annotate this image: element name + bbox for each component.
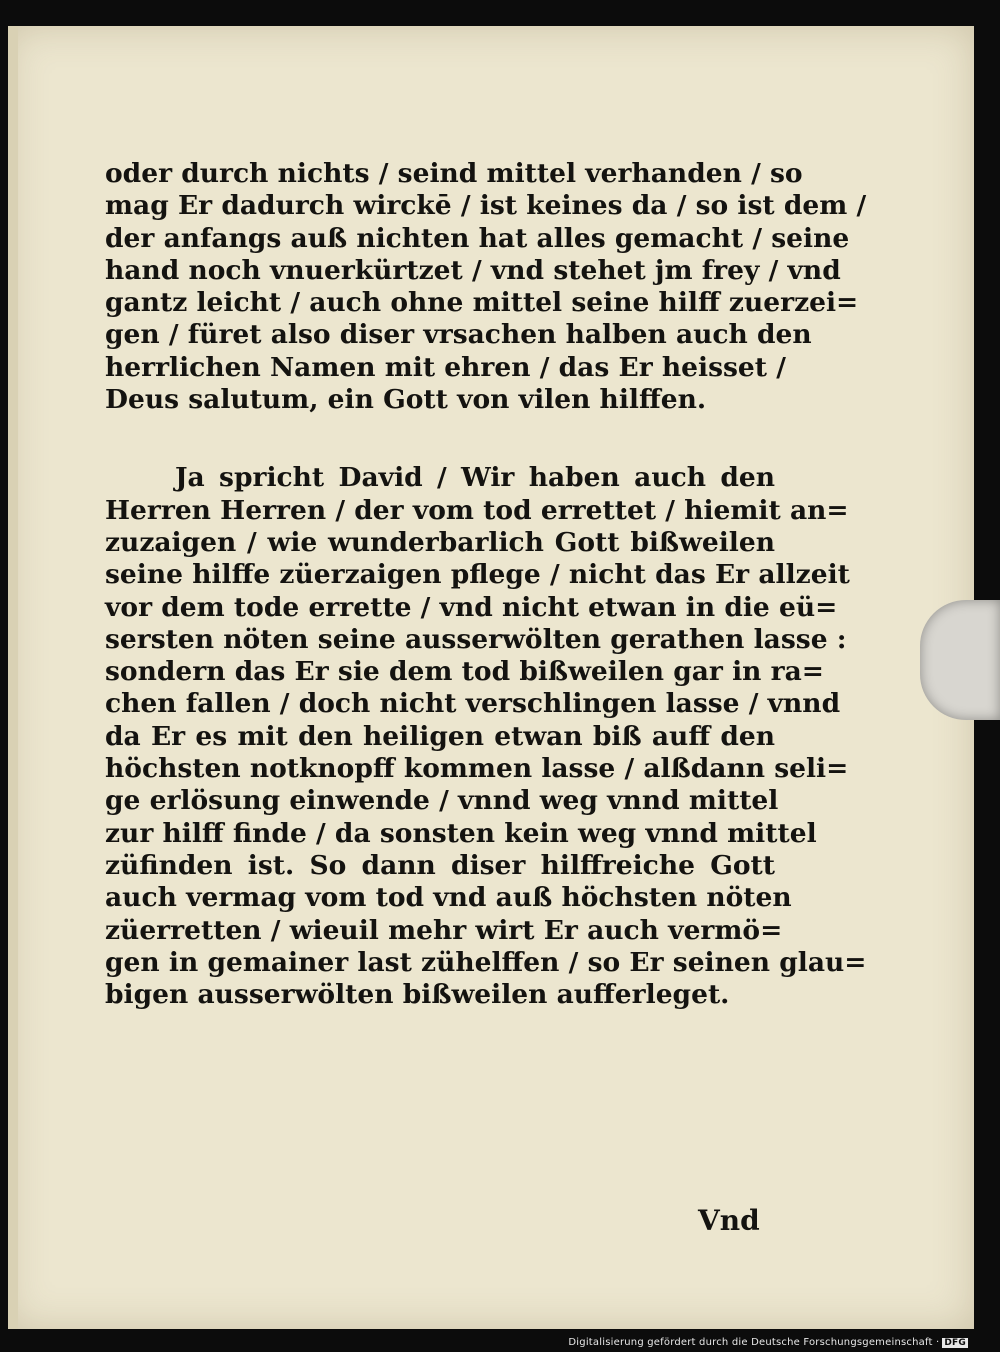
main-text — [105, 158, 867, 1011]
text-line: höchsten notknopff kommen lasse / alßdann seli= — [105, 753, 849, 785]
text-line: bigen ausserwölten bißweilen aufferleget. — [105, 979, 730, 1011]
text-line: da Er es mit den heiligen etwan biß auff den — [105, 720, 775, 752]
text-line: mag Er dadurch wirckē / ist keines da / so ist dem / — [105, 190, 867, 222]
text-line: herrlichen Namen mit ehren / das Er heisset / — [105, 351, 786, 383]
paragraph-2 — [105, 462, 867, 1011]
catchword: Vnd — [698, 1204, 760, 1237]
text-line: Deus salutum, ein Gott von vilen hilffen. — [105, 384, 707, 416]
text-line: zuzaigen / wie wunderbarlich Gott bißweilen — [105, 526, 775, 558]
text-line: sersten nöten seine ausserwölten gerathen lasse : — [105, 623, 847, 655]
text-line: züerretten / wieuil mehr wirt Er auch vermö= — [105, 914, 783, 946]
dfg-logo: DFG — [944, 1338, 966, 1348]
text-line: zur hilff finde / da sonsten kein weg vnnd mittel — [105, 817, 817, 849]
digitization-footer — [568, 1337, 968, 1348]
text-line: chen fallen / doch nicht verschlingen lasse / vnnd — [105, 688, 841, 720]
text-line: gen / füret also diser vrsachen halben auch den — [105, 319, 812, 351]
paragraph-gap — [105, 416, 775, 462]
page-edge — [8, 26, 18, 1329]
paragraph-1 — [105, 158, 867, 416]
book-page — [8, 26, 974, 1329]
text-line: oder durch nichts / seind mittel verhanden / so — [105, 158, 803, 189]
text-line: Ja spricht David / Wir haben auch den — [175, 462, 775, 494]
text-line: seine hilffe züerzaigen pflege / nicht das Er allzeit — [105, 559, 850, 591]
text-line: sondern das Er sie dem tod bißweilen gar in ra= — [105, 656, 825, 688]
text-line: gantz leicht / auch ohne mittel seine hilff zuerzei= — [105, 287, 859, 319]
text-line: vor dem tode errette / vnd nicht etwan in die eü= — [105, 591, 838, 623]
text-line: gen in gemainer last zühelffen / so Er seinen glau= — [105, 946, 867, 978]
text-line: ge erlösung einwende / vnnd weg vnnd mittel — [105, 785, 779, 817]
text-line: züfinden ist. So dann diser hilffreiche Gott — [105, 849, 775, 881]
text-line: auch vermag vom tod vnd auß höchsten nöten — [105, 882, 792, 914]
text-line: der anfangs auß nichten hat alles gemacht / seine — [105, 222, 850, 254]
text-line: Herren Herren / der vom tod errettet / hiemit an= — [105, 494, 849, 526]
footer-text: Digitalisierung gefördert durch die Deutsche Forschungsgemeinschaft · — [568, 1337, 940, 1348]
scanner-tab-marker — [920, 600, 1000, 720]
text-line: hand noch vnuerkürtzet / vnd stehet jm frey / vnd — [105, 254, 841, 286]
